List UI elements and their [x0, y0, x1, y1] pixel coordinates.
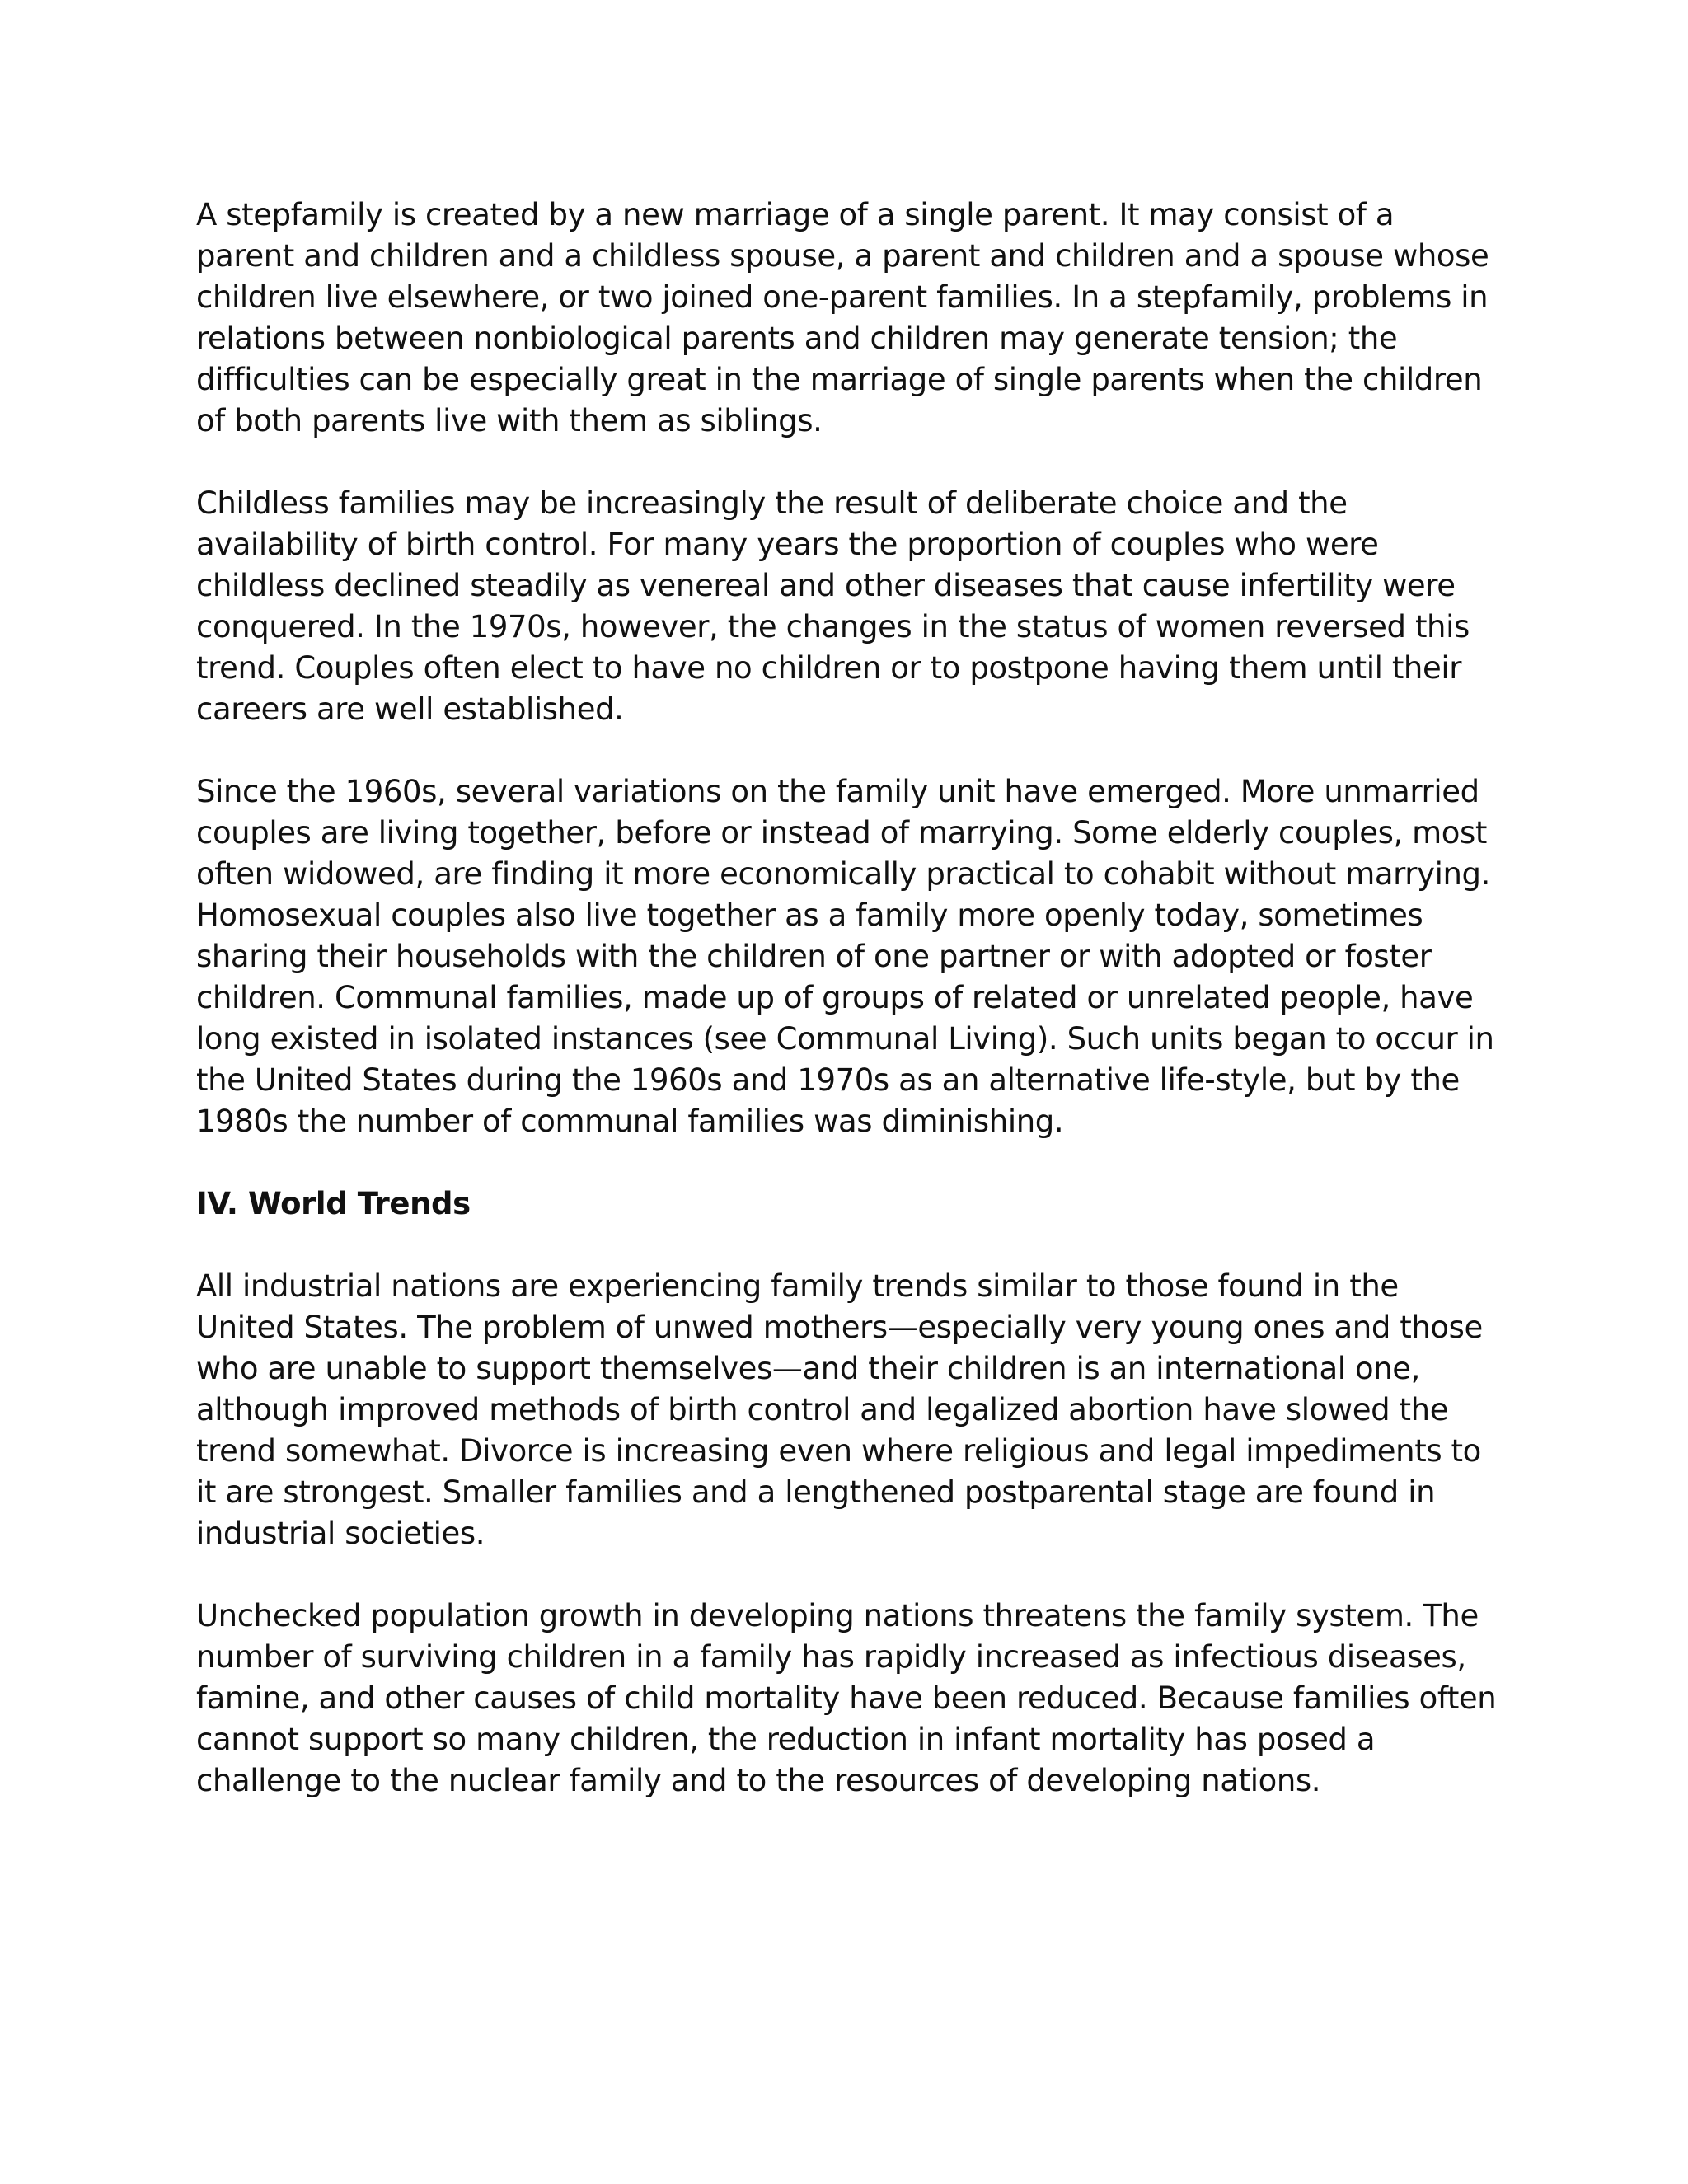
paragraph-childless-families: Childless families may be increasingly the result of deliberate choice and the availability of birth control. For many years the proportion of couples who were childless declined steadily as venereal and other diseases that cause infertility were conquered. In the 1970s, however, the changes in the status of women reversed this trend. Couples often elect to have no children or to postpone having them until their careers are well established. — [196, 485, 1470, 727]
paragraph-family-variations: Since the 1960s, several variations on the family unit have emerged. More unmarried couples are living together, before or instead of marrying. Some elderly couples, most often widowed, are finding it more economically practical to cohabit without marrying. Homosexual couples also live together as a family more openly today, sometimes sharing their households with the children of one partner or with adopted or foster children. Communal families, made up of groups of related or unrelated people, have long existed in isolated instances (see Communal Living). Such units began to occur in the United States during the 1960s and 1970s as an alternative life-style, but by the 1980s the number of communal families was diminishing. — [196, 774, 1494, 1139]
section-heading-world-trends: IV. World Trends — [196, 1186, 471, 1221]
paragraph-stepfamily: A stepfamily is created by a new marriage of a single parent. It may consist of a parent and children and a childless spouse, a parent and children and a spouse whose children live elsewhere, or two joined one-parent families. In a stepfamily, problems in relations between nonbiological parents and children may generate tension; the difficulties can be especially great in the marriage of single parents when the children of both parents live with them as siblings. — [196, 197, 1489, 438]
document-page — [196, 194, 1498, 1843]
paragraph-industrial-nations: All industrial nations are experiencing family trends similar to those found in the United States. The problem of unwed mothers—especially very young ones and those who are unable to support themselves—and their children is an international one, although improved methods of birth control and legalized abortion have slowed the trend somewhat. Divorce is increasing even where religious and legal impediments to it are strongest. Smaller families and a lengthened postparental stage are found in industrial societies. — [196, 1268, 1483, 1551]
paragraph-population-growth: Unchecked population growth in developing nations threatens the family system. The number of surviving children in a family has rapidly increased as infectious diseases, famine, and other causes of child mortality have been reduced. Because families often cannot support so many children, the reduction in infant mortality has posed a challenge to the nuclear family and to the resources of developing nations. — [196, 1598, 1497, 1798]
